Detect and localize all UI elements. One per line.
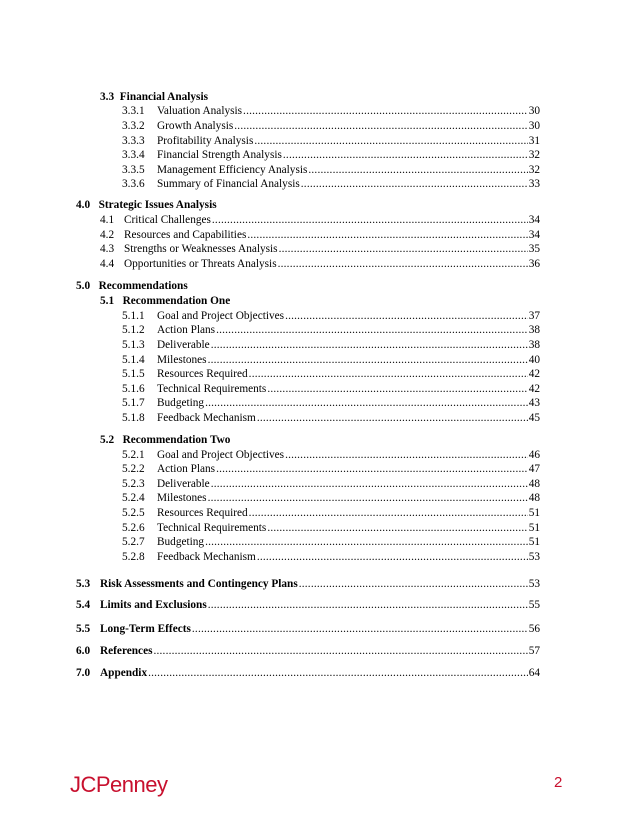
leader-dots [301, 177, 528, 191]
entry-title: Action Plans [157, 324, 216, 336]
entry-page: 46 [528, 449, 540, 461]
jcpenney-logo: JCPenney [70, 772, 168, 797]
entry-title: Opportunities or Threats Analysis [124, 258, 277, 270]
entry-title: Appendix [100, 667, 148, 679]
toc-entry[interactable] [122, 148, 540, 162]
toc-entry[interactable] [122, 550, 540, 564]
leader-dots [243, 104, 528, 118]
entry-page: 34 [528, 214, 540, 226]
entry-page: 32 [528, 149, 540, 161]
entry-page: 35 [528, 243, 540, 255]
leader-dots [208, 491, 528, 505]
leader-dots [308, 163, 527, 177]
entry-page: 30 [528, 120, 540, 132]
entry-number: 3.3.3 [122, 135, 145, 147]
toc-entry[interactable] [122, 119, 540, 133]
entry-page: 64 [528, 667, 540, 679]
entry-title: Summary of Financial Analysis [157, 178, 300, 190]
toc-entry[interactable] [122, 309, 540, 323]
leader-dots [208, 598, 528, 612]
entry-number: 5.2.3 [122, 478, 145, 490]
entry-title: Resources Required [157, 507, 248, 519]
entry-number: 5.1.1 [122, 310, 145, 322]
entry-page: 48 [528, 478, 540, 490]
toc-entry[interactable] [122, 104, 540, 118]
section-title: Recommendation One [122, 295, 231, 307]
entry-page: 34 [528, 229, 540, 241]
leader-dots [216, 323, 528, 337]
page-number: 2 [554, 774, 563, 791]
section-number: 5.1 [100, 295, 115, 307]
entry-number: 4.4 [100, 258, 115, 270]
leader-dots [205, 535, 528, 549]
toc-entry[interactable] [122, 177, 540, 191]
entry-title: Goal and Project Objectives [157, 449, 285, 461]
toc-entry[interactable] [76, 622, 540, 636]
entry-page: 51 [528, 536, 540, 548]
leader-dots [247, 228, 527, 242]
entry-page: 42 [528, 368, 540, 380]
leader-dots [216, 462, 528, 476]
toc-heading-3-3 [100, 90, 208, 104]
toc-heading-5-1 [100, 294, 230, 308]
entry-number: 3.3.2 [122, 120, 145, 132]
entry-title: Financial Strength Analysis [157, 149, 282, 161]
entry-page: 37 [528, 310, 540, 322]
entry-title: Risk Assessments and Contingency Plans [100, 578, 298, 590]
section-title: Recommendations [98, 280, 188, 292]
toc-heading-5-2 [100, 433, 230, 447]
toc-entry[interactable] [76, 577, 540, 591]
leader-dots [283, 148, 528, 162]
toc-entry[interactable] [76, 666, 540, 680]
entry-number: 5.2.8 [122, 551, 145, 563]
entry-number: 5.1.4 [122, 354, 145, 366]
entry-title: Budgeting [157, 397, 205, 409]
section-title: Recommendation Two [122, 434, 231, 446]
entry-page: 47 [528, 463, 540, 475]
leader-dots [278, 257, 528, 271]
leader-dots [208, 353, 528, 367]
entry-page: 53 [528, 551, 540, 563]
toc-heading-5-0 [76, 279, 188, 293]
toc-entry[interactable] [122, 491, 540, 505]
entry-title: Long-Term Effects [100, 623, 191, 635]
entry-page: 40 [528, 354, 540, 366]
toc-entry[interactable] [76, 644, 540, 658]
toc-heading-4-0 [76, 198, 217, 212]
entry-title: Strengths or Weaknesses Analysis [124, 243, 278, 255]
entry-page: 30 [528, 105, 540, 117]
entry-page: 56 [528, 623, 540, 635]
entry-page: 36 [528, 258, 540, 270]
entry-number: 5.1.8 [122, 412, 145, 424]
entry-number: 3.3.6 [122, 178, 145, 190]
leader-dots [234, 119, 527, 133]
toc-entry[interactable] [122, 163, 540, 177]
entry-number: 4.3 [100, 243, 115, 255]
toc-entry[interactable] [122, 323, 540, 337]
toc-entry[interactable] [100, 213, 540, 227]
entry-title: Deliverable [157, 478, 210, 490]
leader-dots [267, 382, 527, 396]
entry-page: 33 [528, 178, 540, 190]
entry-page: 43 [528, 397, 540, 409]
toc-entry[interactable] [100, 257, 540, 271]
entry-number: 5.2.4 [122, 492, 145, 504]
entry-title: Technical Requirements [157, 522, 267, 534]
entry-number: 5.5 [76, 623, 91, 635]
entry-page: 51 [528, 522, 540, 534]
toc-entry[interactable] [122, 448, 540, 462]
toc-entry[interactable] [122, 382, 540, 396]
entry-page: 53 [528, 578, 540, 590]
toc-entry[interactable] [122, 411, 540, 425]
entry-number: 3.3.1 [122, 105, 145, 117]
entry-number: 5.3 [76, 578, 91, 590]
leader-dots [148, 666, 528, 680]
entry-title: Resources Required [157, 368, 248, 380]
toc-entry[interactable] [122, 506, 540, 520]
toc-entry[interactable] [122, 521, 540, 535]
entry-number: 5.4 [76, 599, 91, 611]
entry-page: 42 [528, 383, 540, 395]
entry-number: 5.1.6 [122, 383, 145, 395]
entry-title: Milestones [157, 492, 207, 504]
entry-title: Goal and Project Objectives [157, 310, 285, 322]
leader-dots [257, 550, 528, 564]
section-title: Financial Analysis [119, 91, 208, 103]
entry-title: Action Plans [157, 463, 216, 475]
entry-page: 32 [528, 164, 540, 176]
entry-page: 31 [528, 135, 540, 147]
toc-entry[interactable] [122, 535, 540, 549]
entry-title: Feedback Mechanism [157, 551, 256, 563]
entry-title: Resources and Capabilities [124, 229, 247, 241]
leader-dots [249, 506, 528, 520]
toc-entry[interactable] [122, 396, 540, 410]
entry-number: 5.1.7 [122, 397, 145, 409]
toc-entry[interactable] [122, 462, 540, 476]
entry-title: Feedback Mechanism [157, 412, 256, 424]
entry-page: 38 [528, 324, 540, 336]
leader-dots [153, 644, 527, 658]
entry-title: Technical Requirements [157, 383, 267, 395]
entry-page: 38 [528, 339, 540, 351]
toc-entry[interactable] [100, 242, 540, 256]
entry-page: 57 [528, 645, 540, 657]
toc-entry[interactable] [100, 228, 540, 242]
leader-dots [285, 448, 528, 462]
entry-title: References [100, 645, 153, 657]
toc-entry[interactable] [122, 477, 540, 491]
leader-dots [205, 396, 528, 410]
entry-number: 5.1.5 [122, 368, 145, 380]
entry-page: 45 [528, 412, 540, 424]
entry-number: 5.2.1 [122, 449, 145, 461]
entry-number: 4.2 [100, 229, 115, 241]
leader-dots [254, 134, 527, 148]
entry-title: Deliverable [157, 339, 210, 351]
entry-title: Valuation Analysis [157, 105, 243, 117]
entry-number: 5.1.2 [122, 324, 145, 336]
entry-number: 5.2.5 [122, 507, 145, 519]
leader-dots [211, 477, 528, 491]
leader-dots [211, 338, 528, 352]
entry-title: Growth Analysis [157, 120, 234, 132]
entry-page: 51 [528, 507, 540, 519]
entry-title: Profitability Analysis [157, 135, 254, 147]
leader-dots [257, 411, 528, 425]
entry-number: 5.1.3 [122, 339, 145, 351]
entry-number: 5.2.7 [122, 536, 145, 548]
entry-page: 55 [528, 599, 540, 611]
section-number: 4.0 [76, 199, 91, 211]
entry-title: Milestones [157, 354, 207, 366]
entry-title: Budgeting [157, 536, 205, 548]
entry-number: 7.0 [76, 667, 91, 679]
entry-number: 4.1 [100, 214, 115, 226]
entry-number: 6.0 [76, 645, 91, 657]
entry-title: Critical Challenges [124, 214, 211, 226]
entry-number: 3.3.5 [122, 164, 145, 176]
toc-entry[interactable] [122, 134, 540, 148]
leader-dots [249, 367, 528, 381]
section-number: 5.2 [100, 434, 115, 446]
leader-dots [192, 622, 528, 636]
leader-dots [267, 521, 527, 535]
leader-dots [212, 213, 528, 227]
entry-title: Limits and Exclusions [100, 599, 207, 611]
toc-entry[interactable] [122, 338, 540, 352]
entry-title: Management Efficiency Analysis [157, 164, 308, 176]
section-title: Strategic Issues Analysis [98, 199, 217, 211]
toc-entry[interactable] [122, 367, 540, 381]
toc-entry[interactable] [122, 353, 540, 367]
leader-dots [299, 577, 528, 591]
entry-number: 3.3.4 [122, 149, 145, 161]
entry-page: 48 [528, 492, 540, 504]
section-number: 3.3 [100, 91, 115, 103]
section-number: 5.0 [76, 280, 91, 292]
toc-entry[interactable] [76, 598, 540, 612]
leader-dots [285, 309, 528, 323]
entry-number: 5.2.2 [122, 463, 145, 475]
entry-number: 5.2.6 [122, 522, 145, 534]
leader-dots [279, 242, 528, 256]
